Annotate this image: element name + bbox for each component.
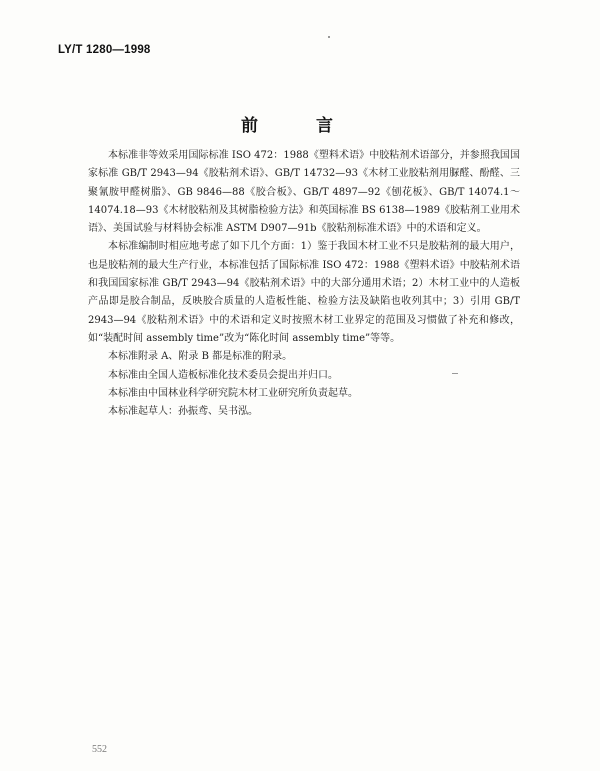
foreword-body	[88, 147, 520, 421]
paragraph-drafting-unit: 本标准由中国林业科学研究院木材工业研究所负责起草。	[108, 387, 358, 399]
paragraph-drafters: 本标准起草人：孙振鸢、吴书泓。	[108, 406, 258, 418]
standard-number: LY/T 1280—1998	[58, 44, 151, 56]
scan-speck	[328, 36, 330, 38]
scan-speck	[452, 373, 458, 374]
paragraph-considerations: 本标准编制时相应地考虑了如下几个方面：1）鉴于我国木材工业不只是胶粘剂的最大用户，也是胶粘剂的最大生产行业，本标准包括了国际标准 ISO 472：1988《塑料术语》中胶粘剂术语和我国国家标准 GB/T 2943—94《胶粘剂术语》中的大部分通用术语；2）木材工业中的人造板产品即是胶合制品，反映胶合质量的人造板性能、检验方法及缺陷也收列其中；3）引用 GB/T 2943—94《胶粘剂术语》中的术语和定义时按照木材工业界定的范围及习惯做了补充和修改，如“装配时间 assembly time”改为“陈化时间 assembly time”等等。	[88, 241, 520, 344]
paragraph-proposer: 本标准由全国人造板标准化技术委员会提出并归口。	[108, 369, 338, 381]
page-number: 552	[92, 744, 107, 755]
paragraph-adoption: 本标准非等效采用国际标准 ISO 472：1988《塑料术语》中胶粘剂术语部分，并参照我国国家标准 GB/T 2943—94《胶粘剂术语》、GB/T 14732—93《木材工业胶粘剂用脲醛、酚醛、三聚氰胺甲醛树脂》、GB 9846—88《胶合板》、GB/T 4897—92《刨花板》、GB/T 14074.1～14074.18—93《木材胶粘剂及其树脂检验方法》和英国标准 BS 6138—1989《胶粘剂工业用术语》、美国试验与材料协会标准 ASTM D907—91b《胶粘剂标准术语》中的术语和定义。	[88, 150, 520, 235]
section-title: 前 言	[241, 116, 359, 136]
paragraph-appendix: 本标准附录 A、附录 B 都是标准的附录。	[108, 351, 293, 363]
